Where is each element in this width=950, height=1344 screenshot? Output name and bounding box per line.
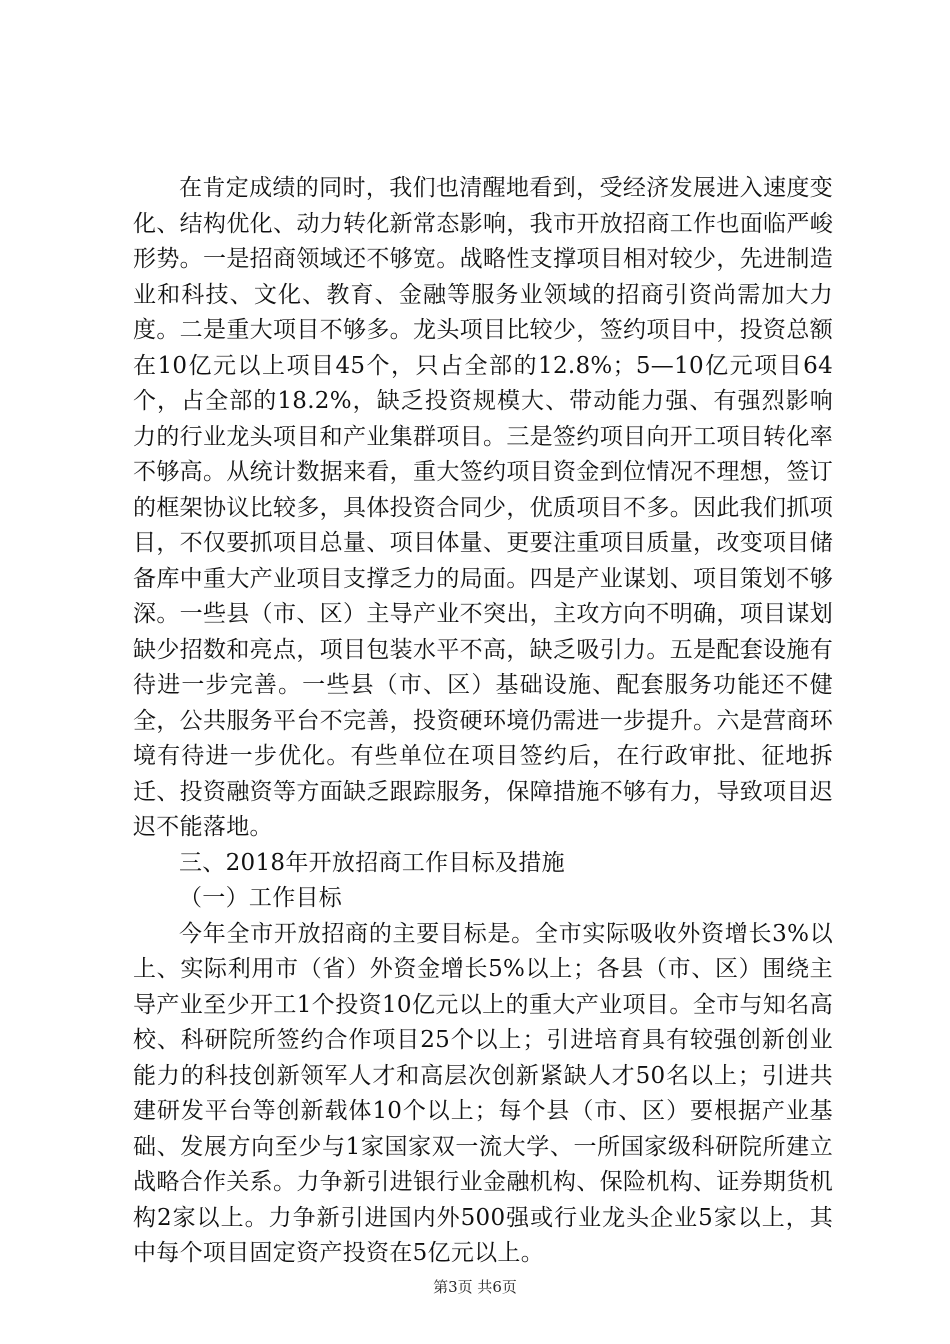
page-number-footer: 第3页 共6页: [433, 1278, 517, 1296]
paragraph-challenges: 在肯定成绩的同时，我们也清醒地看到，受经济发展进入速度变化、结构优化、动力转化新常态影响，我市开放招商工作也面临严峻形势。一是招商领域还不够宽。战略性支撑项目相对较少，先进制造业和科技、文化、教育、金融等服务业领域的招商引资尚需加大力度。二是重大项目不够多。龙头项目比较少，签约项目中，投资总额在10亿元以上项目45个，只占全部的12.8%；5—10亿元项目64个，占全部的18.2%，缺乏投资规模大、带动能力强、有强烈影响力的行业龙头项目和产业集群项目。三是签约项目向开工项目转化率不够高。从统计数据来看，重大签约项目资金到位情况不理想，签订的框架协议比较多，具体投资合同少，优质项目不多。因此我们抓项目，不仅要抓项目总量、项目体量、更要注重项目质量，改变项目储备库中重大产业项目支撑乏力的局面。四是产业谋划、项目策划不够深。一些县（市、区）主导产业不突出，主攻方向不明确，项目谋划缺少招数和亮点，项目包装水平不高，缺乏吸引力。五是配套设施有待进一步完善。一些县（市、区）基础设施、配套服务功能还不健全，公共服务平台不完善，投资硬环境仍需进一步提升。六是营商环境有待进一步优化。有些单位在项目签约后，在行政审批、征地拆迁、投资融资等方面缺乏跟踪服务，保障措施不够有力，导致项目迟迟不能落地。: [133, 175, 833, 840]
subsection-heading-work-goals: （一）工作目标: [179, 885, 343, 911]
paragraph-main-targets: 今年全市开放招商的主要目标是。全市实际吸收外资增长3%以上、实际利用市（省）外资金增长5%以上；各县（市、区）围绕主导产业至少开工1个投资10亿元以上的重大产业项目。全市与知名高校、科研院所签约合作项目25个以上；引进培育具有较强创新创业能力的科技创新领军人才和高层次创新紧缺人才50名以上；引进共建研发平台等创新载体10个以上；每个县（市、区）要根据产业基础、发展方向至少与1家国家双一流大学、一所国家级科研院所建立战略合作关系。力争新引进银行业金融机构、保险机构、证券期货机构2家以上。力争新引进国内外500强或行业龙头企业5家以上，其中每个项目固定资产投资在5亿元以上。: [133, 920, 833, 1266]
section-heading-goals-measures: 三、2018年开放招商工作目标及措施: [179, 849, 565, 876]
document-body: [133, 171, 833, 1272]
